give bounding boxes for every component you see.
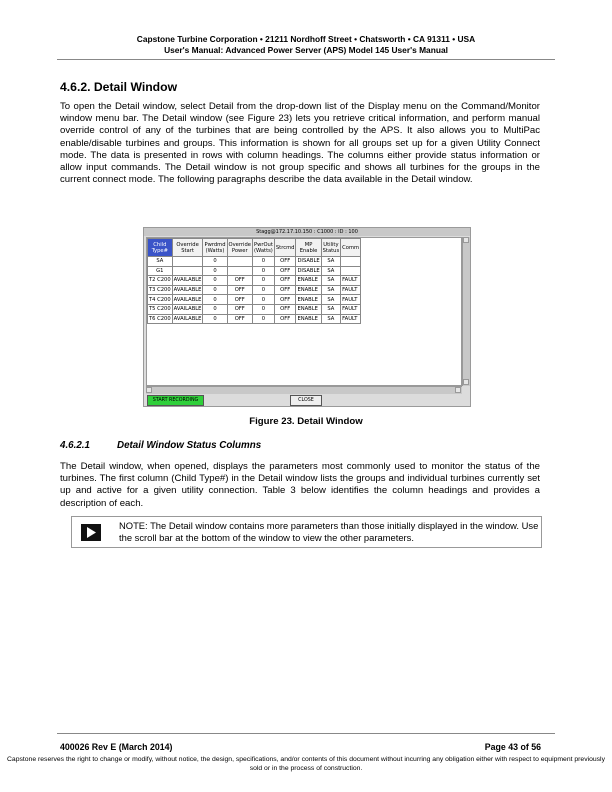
footer-divider (57, 733, 555, 734)
table-cell: OFF (274, 295, 296, 305)
column-header (274, 239, 296, 257)
subsection-title (60, 440, 261, 451)
close-button[interactable]: CLOSE (290, 395, 322, 406)
table-cell: OFF (227, 314, 252, 324)
table-cell: T5 C200 (149, 306, 171, 313)
detail-window-screenshot (143, 227, 471, 407)
table-cell: 0 (203, 314, 227, 324)
table-cell: FAULT (341, 304, 361, 314)
table-cell: OFF (274, 266, 296, 276)
table-cell: OFF (274, 257, 296, 267)
column-header-text: MP (304, 241, 313, 248)
header-manual-line: User's Manual: Advanced Power Server (APS) Model 145 User's Manual (164, 45, 448, 55)
scrollbar-right-arrow[interactable] (455, 387, 461, 393)
table-cell: AVAILABLE (173, 277, 202, 284)
table-cell: AVAILABLE (173, 296, 202, 303)
table-cell (172, 266, 203, 276)
table-cell (341, 257, 361, 267)
table-cell: ENABLE (296, 285, 321, 295)
table-cell: 0 (203, 257, 227, 267)
column-header-text: (Watts) (205, 247, 225, 254)
table-cell: SA (321, 304, 341, 314)
column-header (172, 239, 203, 257)
column-header (203, 239, 227, 257)
table-cell: 0 (252, 304, 274, 314)
table-cell: OFF (274, 285, 296, 295)
table-cell: 0 (203, 304, 227, 314)
subsection-title-text: Detail Window Status Columns (117, 440, 262, 451)
column-header-text: (Watts) (254, 247, 273, 254)
table-cell: OFF (227, 304, 252, 314)
table-cell: SA (321, 266, 341, 276)
table-cell: 0 (252, 266, 274, 276)
table-cell: AVAILABLE (173, 315, 202, 322)
scrollbar-down-arrow[interactable] (463, 379, 469, 385)
table-cell: SA (321, 295, 341, 305)
start-recording-button[interactable]: START RECORDING (147, 395, 204, 406)
table-cell: 0 (252, 295, 274, 305)
table-cell: 0 (203, 285, 227, 295)
section-title: 4.6.2. Detail Window (60, 80, 178, 94)
table-cell: T6 C200 (149, 315, 171, 322)
table-cell: OFF (274, 314, 296, 324)
column-header-text: Power (231, 247, 248, 254)
table-row[interactable] (148, 285, 361, 295)
table-cell: 0 (252, 276, 274, 286)
table-cell: T3 C200 (149, 287, 171, 294)
subsection-number: 4.6.2.1 (60, 440, 90, 451)
table-header-row (148, 239, 361, 257)
table-cell: SA (321, 314, 341, 324)
table-row[interactable] (148, 276, 361, 286)
table-cell: FAULT (341, 276, 361, 286)
table-cell (341, 266, 361, 276)
table-cell: 0 (203, 295, 227, 305)
table-cell: OFF (227, 295, 252, 305)
table-cell: 0 (252, 257, 274, 267)
column-header-text: Comm (342, 244, 360, 251)
column-header-text: Utility (323, 241, 339, 248)
column-header-text: Start (181, 247, 194, 254)
table-cell: G1 (148, 266, 173, 276)
column-header-text: Type# (151, 247, 168, 254)
table-cell (227, 266, 252, 276)
table-cell: 0 (203, 266, 227, 276)
table-cell: T4 C200 (149, 296, 171, 303)
section-paragraph: To open the Detail window, select Detail from the drop-down list of the Display menu on the Command/Monitor window menu bar. The Detail window (see Figure 23) lets you retrieve critical information, and perform manual override control of any of the turbines that are being controlled by the APS. It also allows you to MultiPac enable/disable turbines and groups. This information is shown for all groups set up for a given Utility Connect mode. The data is presented in rows with column headings. The columns either provide status information or allow input commands. The Detail window is not group specific and shows all turbines for the groups in the current connect mode. The following paragraphs describe the data available in the Detail window. (60, 101, 540, 186)
table-cell: OFF (227, 285, 252, 295)
column-header (296, 239, 321, 257)
column-header-text: Override (228, 241, 251, 248)
table-row[interactable] (148, 314, 361, 324)
column-header-text: Status (322, 247, 340, 254)
table-cell: AVAILABLE (173, 287, 202, 294)
table-cell: FAULT (341, 285, 361, 295)
header-divider (57, 59, 555, 60)
column-header-text: Pwrdmd (204, 241, 226, 248)
column-header (227, 239, 252, 257)
column-header-text: Enable (299, 247, 318, 254)
detail-table (147, 238, 361, 324)
table-row[interactable] (148, 304, 361, 314)
table-cell: SA (321, 285, 341, 295)
table-cell: AVAILABLE (173, 306, 202, 313)
column-header-text: Strcmd (275, 244, 295, 251)
footer-page-number: Page 43 of 56 (484, 742, 541, 752)
horizontal-scrollbar[interactable] (146, 386, 462, 394)
table-cell: 0 (203, 276, 227, 286)
table-cell: ENABLE (296, 304, 321, 314)
table-cell: SA (148, 257, 173, 267)
window-title-bar: Stagg@172.17.10.150 : C1000 : ID : 100 (144, 228, 470, 236)
detail-table-area (146, 237, 462, 386)
table-cell: T2 C200 (149, 277, 171, 284)
column-header-text: Child (153, 241, 167, 248)
table-cell: FAULT (341, 314, 361, 324)
footer-document-revision: 400026 Rev E (March 2014) (60, 742, 173, 752)
table-cell: SA (321, 276, 341, 286)
table-cell: 0 (252, 314, 274, 324)
table-cell: OFF (227, 276, 252, 286)
note-text: NOTE: The Detail window contains more parameters than those initially displayed in the window. Use the scroll bar at the bottom of the window to view the other parameters. (119, 520, 539, 544)
table-cell (227, 257, 252, 267)
table-cell: DISABLE (297, 258, 320, 265)
note-box (71, 516, 542, 548)
table-cell (172, 257, 203, 267)
table-cell: OFF (274, 276, 296, 286)
table-cell: OFF (274, 304, 296, 314)
table-cell: FAULT (341, 295, 361, 305)
column-header (341, 239, 361, 257)
table-cell: ENABLE (296, 314, 321, 324)
table-row[interactable] (148, 257, 361, 267)
vertical-scrollbar[interactable] (462, 237, 470, 386)
column-header (321, 239, 341, 257)
scrollbar-left-arrow[interactable] (146, 387, 152, 393)
table-cell: SA (321, 257, 341, 267)
column-header-text: PwrOut (253, 241, 273, 248)
column-header (148, 239, 173, 257)
column-header (252, 239, 274, 257)
table-row[interactable] (148, 295, 361, 305)
header-company-line: Capstone Turbine Corporation • 21211 Nordhoff Street • Chatsworth • CA 91311 • USA (136, 34, 476, 44)
table-cell: 0 (252, 285, 274, 295)
figure-caption: Figure 23. Detail Window (249, 416, 363, 427)
footer-disclaimer: Capstone reserves the right to change or modify, without notice, the design, specifications, and/or contents of this document without incurring any obligation either with respect to equipment previously sold or in the process of construction. (7, 756, 605, 772)
arrow-right-icon (81, 524, 101, 541)
scrollbar-up-arrow[interactable] (463, 237, 469, 243)
table-cell: DISABLE (297, 267, 320, 274)
column-header-text: Override (176, 241, 199, 248)
table-row[interactable] (148, 266, 361, 276)
table-cell: ENABLE (296, 295, 321, 305)
table-cell: ENABLE (296, 276, 321, 286)
subsection-paragraph: The Detail window, when opened, displays the parameters most commonly used to monitor the status of the turbines. The first column (Child Type#) in the Detail window lists the groups and individual turbines currently set up and active for a given utility connection. Table 3 below identifies the column headings and provides a description of each. (60, 461, 540, 509)
